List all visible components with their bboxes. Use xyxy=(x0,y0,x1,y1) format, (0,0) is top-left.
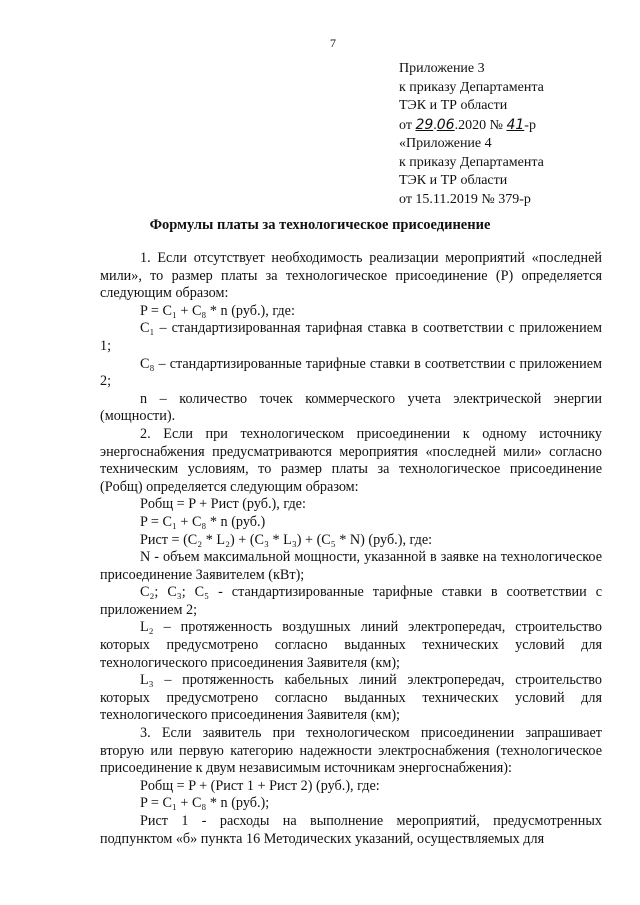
document-body xyxy=(100,250,602,848)
formula: P = C₁ + C₈ * n (руб.); xyxy=(140,795,270,812)
formula: Pист = (C₂ * L₂) + (C₃ * L₃) + (C₅ * N) (руб.), где: xyxy=(140,531,433,548)
paragraph: C₈ – стандартизированные тарифные ставки в соответствии с приложением 2; xyxy=(100,355,602,390)
paragraph: L₃ – протяженность кабельных линий электропередач, строительство которых предусмотрено согласно выданных технических условий для технологического присоединения Заявителя (км); xyxy=(100,672,602,724)
paragraph: C₂; C₃; C₅ - стандартизированные тарифные ставки в соответствии с приложением 2; xyxy=(100,584,602,618)
handwritten-month: 06 xyxy=(436,116,455,133)
header-line: ТЭК и ТР области xyxy=(399,173,508,188)
header-line: ТЭК и ТР области xyxy=(399,98,508,113)
header-line: от 15.11.2019 № 379-р xyxy=(399,191,531,207)
document-title: Формулы платы за технологическое присоединение xyxy=(149,217,491,233)
formula: Pобщ = P + Pист (руб.), где: xyxy=(140,496,306,513)
header-line: Приложение 3 xyxy=(399,61,485,76)
paragraph: C₁ – стандартизированная тарифная ставка в соответствии с приложением 1; xyxy=(100,320,602,354)
appendix-header xyxy=(399,60,544,209)
formula: Pобщ = P + (Pист 1 + Pист 2) (руб.), где: xyxy=(140,777,380,794)
header-date-line: от 29.06.2020 № 41-р xyxy=(399,116,536,133)
paragraph: N - объем максимальной мощности, указанной в заявке на технологическое присоединение Заявителем (кВт); xyxy=(100,549,602,583)
handwritten-order-number: 41 xyxy=(506,116,525,133)
page-number: 7 xyxy=(330,36,336,50)
paragraph: 3. Если заявитель при технологическом присоединении запрашивает вторую или первую категорию надежности электроснабжения (технологическое присоединение к двум независимым источникам энергоснабжения): xyxy=(100,725,602,777)
formula: P = C₁ + C₈ * n (руб.), где: xyxy=(140,302,295,319)
paragraph: L₂ – протяженность воздушных линий электропередач, строительство которых предусмотрено согласно выданных технических условий для технологического присоединения Заявителя (км); xyxy=(100,619,602,671)
header-line: к приказу Департамента xyxy=(399,154,544,170)
header-line: к приказу Департамента xyxy=(399,79,544,95)
handwritten-day: 29 xyxy=(415,116,434,133)
paragraph: 1. Если отсутствует необходимость реализации мероприятий «последней мили», то размер платы за технологическое присоединение (Р) определяется следующим образом: xyxy=(100,250,602,302)
paragraph: n – количество точек коммерческого учета электрической энергии (мощности). xyxy=(100,390,602,425)
header-line: «Приложение 4 xyxy=(399,136,492,151)
paragraph: 2. Если при технологическом присоединении к одному источнику энергоснабжения предусматриваются мероприятия «последней мили» согласно техническим условиям, то размер платы за технологическое присоединение (Pобщ) определяется следующим образом: xyxy=(100,425,602,495)
paragraph: Pист 1 - расходы на выполнение мероприятий, предусмотренных подпунктом «б» пункта 16 Методических указаний, осуществляемых для xyxy=(100,813,602,847)
formula: P = C₁ + C₈ * n (руб.) xyxy=(140,513,266,530)
